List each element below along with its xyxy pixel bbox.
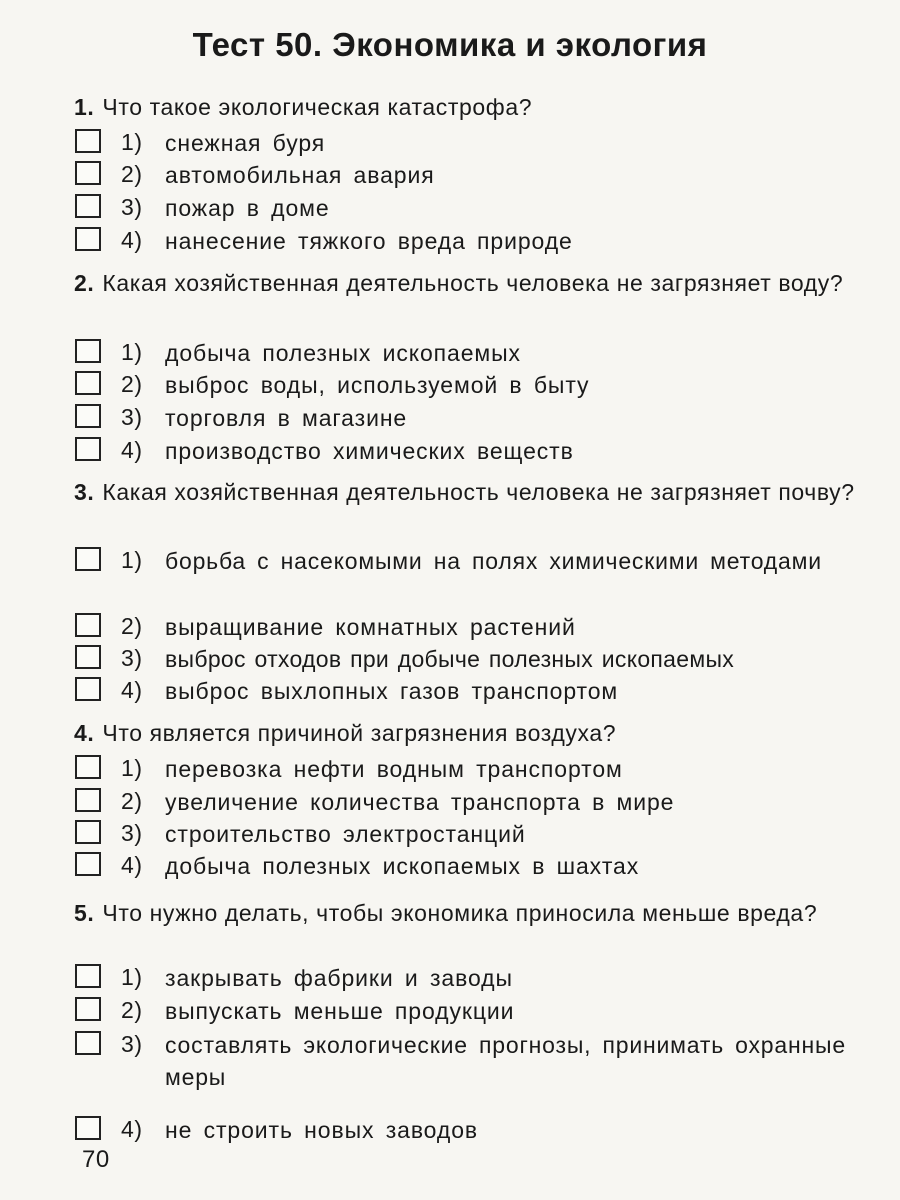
option-text: снежная буря: [165, 130, 326, 156]
option-text: добыча полезных ископаемых в шахтах: [165, 853, 640, 879]
answer-checkbox[interactable]: [75, 371, 101, 395]
option-text: строительство электростанций: [165, 821, 526, 847]
option-number: 1): [121, 964, 143, 990]
answer-checkbox[interactable]: [75, 161, 101, 185]
question-text: Какая хозяйственная деятельность человека не загрязняет почву?: [102, 479, 855, 505]
answer-checkbox[interactable]: [75, 1031, 101, 1055]
option-number: 1): [121, 339, 143, 365]
answer-checkbox[interactable]: [75, 1116, 101, 1140]
question-number: 1.: [74, 94, 95, 120]
question-text: Какая хозяйственная деятельность человека не загрязняет воду?: [102, 270, 844, 296]
question-text: Что является причиной загрязнения воздуха?: [102, 720, 617, 746]
option-text: выращивание комнатных растений: [165, 614, 576, 640]
option-text: выброс выхлопных газов транспортом: [165, 678, 619, 704]
option-text: нанесение тяжкого вреда природе: [165, 228, 573, 254]
option-number: 2): [121, 788, 143, 814]
question-number: 5.: [74, 900, 95, 926]
question-number: 3.: [74, 479, 95, 505]
option-number: 3): [121, 1031, 143, 1057]
answer-checkbox[interactable]: [75, 404, 101, 428]
option-text: производство химических веществ: [165, 438, 574, 464]
question-number: 4.: [74, 720, 95, 746]
answer-checkbox[interactable]: [75, 547, 101, 571]
option-text: выброс отходов при добыче полезных ископаемых: [165, 646, 735, 672]
answer-checkbox[interactable]: [75, 852, 101, 876]
answer-checkbox[interactable]: [75, 194, 101, 218]
option-number: 2): [121, 161, 143, 187]
option-text: не строить новых заводов: [165, 1117, 479, 1143]
page-number: 70: [82, 1146, 110, 1173]
answer-checkbox[interactable]: [75, 755, 101, 779]
question-5: [74, 898, 864, 929]
answer-checkbox[interactable]: [75, 997, 101, 1021]
answer-checkbox[interactable]: [75, 820, 101, 844]
answer-checkbox[interactable]: [75, 677, 101, 701]
option-number: 3): [121, 404, 143, 430]
page-title: Тест 50. Экономика и экология: [192, 26, 708, 63]
option-number: 1): [121, 755, 143, 781]
option-number: 4): [121, 227, 143, 253]
question-number: 2.: [74, 270, 95, 296]
option-number: 4): [121, 677, 143, 703]
option-text: увеличение количества транспорта в мире: [165, 789, 675, 815]
option-text: выброс воды, используемой в быту: [165, 372, 590, 398]
answer-checkbox[interactable]: [75, 788, 101, 812]
option-number: 4): [121, 437, 143, 463]
question-3: [74, 477, 864, 508]
option-number: 1): [121, 547, 143, 573]
answer-checkbox[interactable]: [75, 645, 101, 669]
option-text: торговля в магазине: [165, 405, 408, 431]
option-number: 3): [121, 820, 143, 846]
question-2: [74, 268, 864, 299]
option-text: добыча полезных ископаемых: [165, 340, 521, 366]
option-number: 2): [121, 997, 143, 1023]
option-text: автомобильная авария: [165, 162, 435, 188]
option-number: 2): [121, 613, 143, 639]
answer-checkbox[interactable]: [75, 227, 101, 251]
option-number: 4): [121, 1116, 143, 1142]
option-number: 3): [121, 194, 143, 220]
option-text: борьба с насекомыми на полях химическими методами: [165, 548, 822, 574]
option-number: 3): [121, 645, 143, 671]
option-number: 2): [121, 371, 143, 397]
option-text: закрывать фабрики и заводы: [165, 965, 513, 991]
option-text: составлять экологические прогнозы, принимать охранные меры: [165, 1032, 846, 1090]
answer-checkbox[interactable]: [75, 129, 101, 153]
answer-checkbox[interactable]: [75, 437, 101, 461]
option-number: 4): [121, 852, 143, 878]
question-4: [74, 718, 864, 749]
answer-checkbox[interactable]: [75, 613, 101, 637]
question-1: [74, 92, 864, 123]
answer-checkbox[interactable]: [75, 964, 101, 988]
question-text: Что нужно делать, чтобы экономика приносила меньше вреда?: [102, 900, 818, 926]
question-text: Что такое экологическая катастрофа?: [102, 94, 533, 120]
option-number: 1): [121, 129, 143, 155]
option-text: выпускать меньше продукции: [165, 998, 515, 1024]
answer-checkbox[interactable]: [75, 339, 101, 363]
option-text: перевозка нефти водным транспортом: [165, 756, 623, 782]
option-text: пожар в доме: [165, 195, 330, 221]
